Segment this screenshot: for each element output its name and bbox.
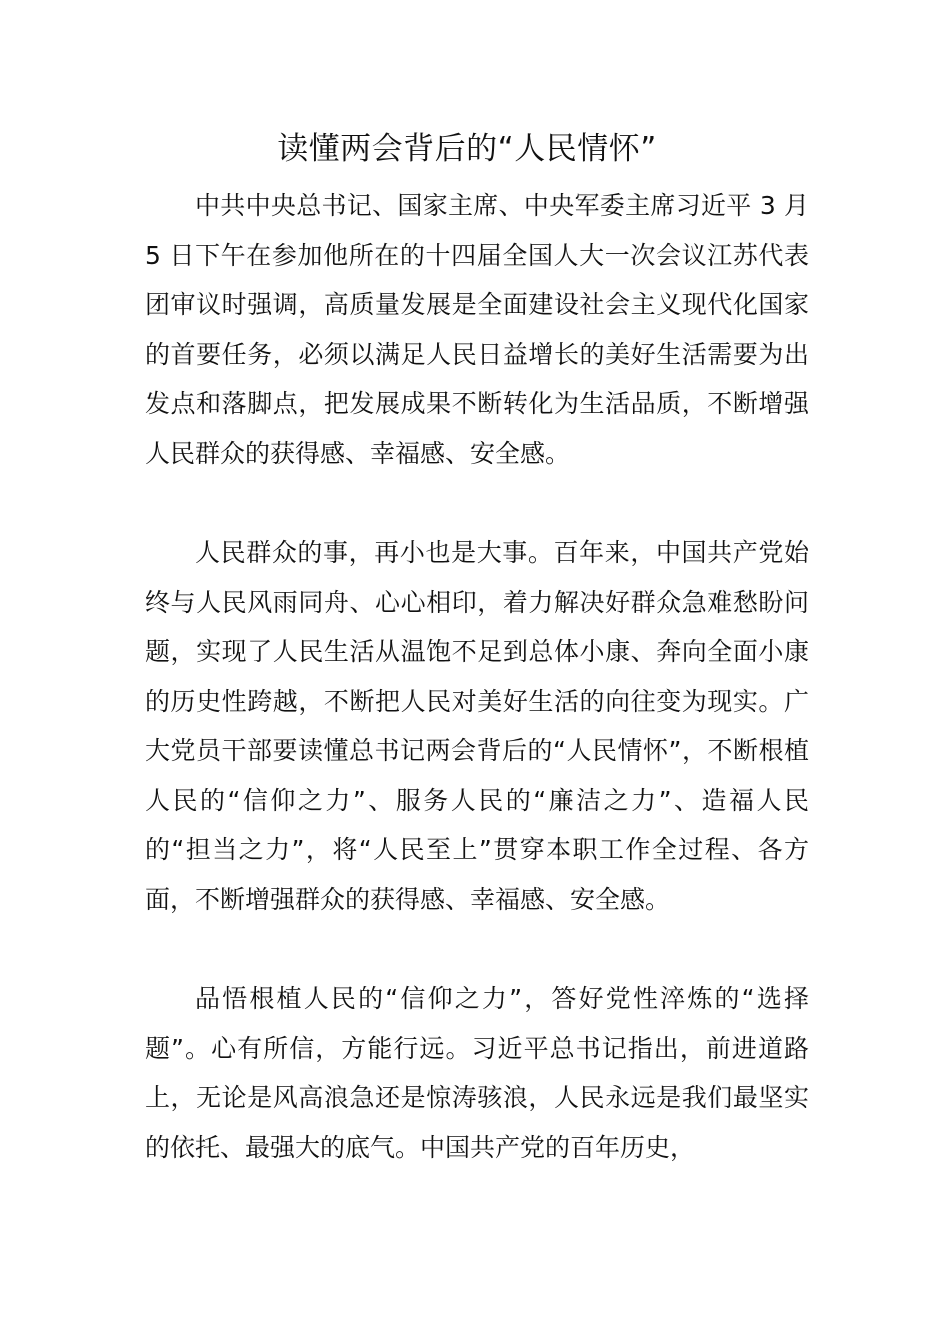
paragraph-1: 中共中央总书记、国家主席、中央军委主席习近平 3 月 5 日下午在参加他所在的十四届全国人大一次会议江苏代表团审议时强调，高质量发展是全面建设社会主义现代化国家的首要任务，必须以满足人民日益增长的美好生活需要为出发点和落脚点，把发展成果不断转化为生活品质，不断增强人民群众的获得感、幸福感、安全感。 [145,191,809,468]
document-title: 读懂两会背后的“人民情怀” [277,131,657,167]
document-body [145,181,809,1172]
paragraph-3: 品悟根植人民的“信仰之力”，答好党性淬炼的“选择题”。心有所信，方能行远。习近平总书记指出，前进道路上，无论是风高浪急还是惊涛骇浪，人民永远是我们最坚实的依托、最强大的底气。中国共产党的百年历史， [145,984,809,1162]
paragraph-2: 人民群众的事，再小也是大事。百年来，中国共产党始终与人民风雨同舟、心心相印，着力解决好群众急难愁盼问题，实现了人民生活从温饱不足到总体小康、奔向全面小康的历史性跨越，不断把人民对美好生活的向往变为现实。广大党员干部要读懂总书记两会背后的“人民情怀”，不断根植人民的“信仰之力”、服务人民的“廉洁之力”、造福人民的“担当之力”，将“人民至上”贯穿本职工作全过程、各方面，不断增强群众的获得感、幸福感、安全感。 [145,538,809,914]
